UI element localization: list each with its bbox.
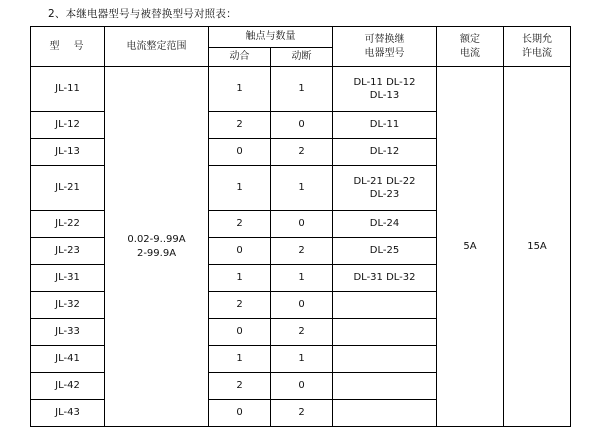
current-range-line1: 0.02-9..99A [127, 234, 186, 245]
cell-model: JL-11 [31, 67, 105, 112]
current-range-line2: 2-99.9A [136, 247, 177, 259]
cell-longterm-current: 15A [504, 67, 571, 427]
cell-model: JL-12 [31, 112, 105, 139]
cell-contacts-close: 1 [209, 67, 271, 112]
header-replacement-line1: 可替换继 [364, 34, 405, 45]
cell-contacts-close: 1 [209, 346, 271, 373]
header-rated-current-line2: 电流 [460, 47, 480, 59]
replacement-line: DL-13 [369, 90, 400, 101]
cell-contacts-open: 2 [271, 139, 333, 166]
cell-contacts-open: 1 [271, 166, 333, 211]
cell-contacts-close: 0 [209, 238, 271, 265]
cell-contacts-open: 1 [271, 265, 333, 292]
cell-contacts-close: 1 [209, 265, 271, 292]
cell-contacts-close: 0 [209, 400, 271, 427]
cell-contacts-open: 0 [271, 292, 333, 319]
table-row [31, 67, 571, 112]
cell-replacement [333, 166, 437, 211]
cell-contacts-close: 0 [209, 319, 271, 346]
relay-comparison-table [30, 26, 571, 427]
header-replacement-line2: 电器型号 [364, 47, 405, 59]
cell-model: JL-22 [31, 211, 105, 238]
header-contacts-close: 动合 [209, 48, 271, 67]
cell-contacts-close: 2 [209, 211, 271, 238]
replacement-line: DL-12 [369, 146, 400, 158]
cell-replacement [333, 319, 437, 346]
cell-contacts-open: 0 [271, 211, 333, 238]
cell-model: JL-41 [31, 346, 105, 373]
replacement-line: DL-24 [369, 218, 400, 230]
table-caption: 2、本继电器型号与被替换型号对照表： [48, 8, 237, 20]
table-body [31, 67, 571, 427]
cell-model: JL-32 [31, 292, 105, 319]
cell-contacts-close: 2 [209, 112, 271, 139]
cell-contacts-open: 1 [271, 346, 333, 373]
replacement-line: DL-25 [369, 245, 400, 257]
header-replacement [333, 27, 437, 67]
cell-contacts-close: 2 [209, 292, 271, 319]
cell-contacts-open: 0 [271, 373, 333, 400]
cell-contacts-open: 0 [271, 112, 333, 139]
cell-model: JL-42 [31, 373, 105, 400]
cell-contacts-open: 2 [271, 400, 333, 427]
cell-contacts-open: 2 [271, 319, 333, 346]
header-rated-current-line1: 额定 [460, 34, 480, 45]
header-longterm-current [504, 27, 571, 67]
cell-contacts-open: 1 [271, 67, 333, 112]
cell-contacts-close: 0 [209, 139, 271, 166]
cell-model: JL-31 [31, 265, 105, 292]
cell-contacts-close: 1 [209, 166, 271, 211]
cell-model: JL-23 [31, 238, 105, 265]
header-longterm-current-line1: 长期允 [522, 34, 552, 45]
cell-model: JL-13 [31, 139, 105, 166]
cell-replacement [333, 373, 437, 400]
header-model: 型 号 [31, 27, 105, 67]
header-contacts-open: 动断 [271, 48, 333, 67]
table-header [31, 27, 571, 67]
cell-contacts-open: 2 [271, 238, 333, 265]
cell-rated-current: 5A [437, 67, 504, 427]
cell-model: JL-21 [31, 166, 105, 211]
replacement-line: DL-11 DL-12 [353, 76, 416, 88]
header-longterm-current-line2: 许电流 [522, 47, 552, 59]
table-header-row-1 [31, 27, 571, 48]
replacement-line: DL-23 [369, 189, 400, 200]
cell-model: JL-33 [31, 319, 105, 346]
header-current-range: 电流整定范围 [105, 27, 209, 67]
cell-current-range [105, 67, 209, 427]
cell-model: JL-43 [31, 400, 105, 427]
cell-replacement [333, 112, 437, 139]
cell-contacts-close: 2 [209, 373, 271, 400]
header-contacts-group: 触点与数量 [209, 27, 333, 48]
cell-replacement [333, 139, 437, 166]
replacement-line: DL-31 DL-32 [353, 272, 416, 284]
cell-replacement [333, 238, 437, 265]
cell-replacement [333, 211, 437, 238]
replacement-line: DL-11 [369, 119, 400, 131]
replacement-line: DL-21 DL-22 [353, 175, 416, 187]
cell-replacement [333, 67, 437, 112]
cell-replacement [333, 400, 437, 427]
cell-replacement [333, 346, 437, 373]
cell-replacement [333, 292, 437, 319]
cell-replacement [333, 265, 437, 292]
header-rated-current [437, 27, 504, 67]
